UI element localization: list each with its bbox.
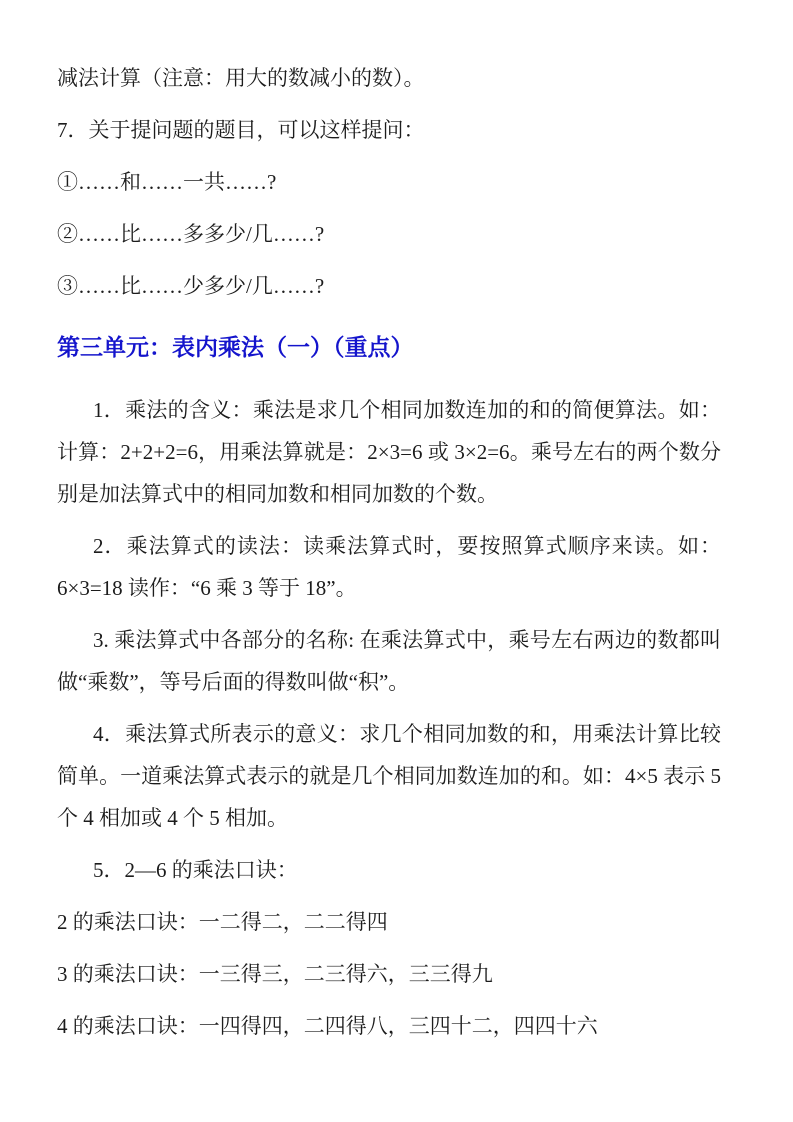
koujue-3: 3 的乘法口诀：一三得三，二三得六，三三得九 [57,962,493,986]
paragraph-item-7-lead: 7．关于提问题的题目，可以这样提问： [57,118,425,142]
question-pattern-more: ②……比……多多少/几……? [57,222,325,246]
paragraph-koujue-lead: 5．2—6 的乘法口诀： [93,858,298,882]
paragraph-subtraction-note: 减法计算（注意：用大的数减小的数）。 [57,66,425,90]
paragraph-multiplication-significance: 4．乘法算式所表示的意义：求几个相同加数的和，用乘法计算比较简单。一道乘法算式表示的就是几个相同加数连加的和。如：4×5 表示 5 个 4 相加或 4 个 5 相加。 [57,722,721,830]
koujue-2: 2 的乘法口诀：一二得二，二二得四 [57,910,388,934]
koujue-4: 4 的乘法口诀：一四得四，二四得八，三四十二，四四十六 [57,1014,598,1038]
paragraph-multiplication-part-names: 3. 乘法算式中各部分的名称: 在乘法算式中，乘号左右两边的数都叫做“乘数”，等号后面的得数叫做“积”。 [57,628,721,694]
question-pattern-less: ③……比……少多少/几……? [57,274,325,298]
question-pattern-sum: ①……和……一共……? [57,170,277,194]
paragraph-multiplication-reading: 2．乘法算式的读法：读乘法算式时，要按照算式顺序来读。如：6×3=18 读作：“6 乘 3 等于 18”。 [57,534,721,600]
unit3-heading: 第三单元：表内乘法（一）（重点） [57,334,414,360]
paragraph-multiplication-meaning: 1．乘法的含义：乘法是求几个相同加数连加的和的简便算法。如：计算：2+2+2=6，用乘法算就是：2×3=6 或 3×2=6。乘号左右的两个数分别是加法算式中的相同加数和相同加数的个数。 [57,398,721,506]
